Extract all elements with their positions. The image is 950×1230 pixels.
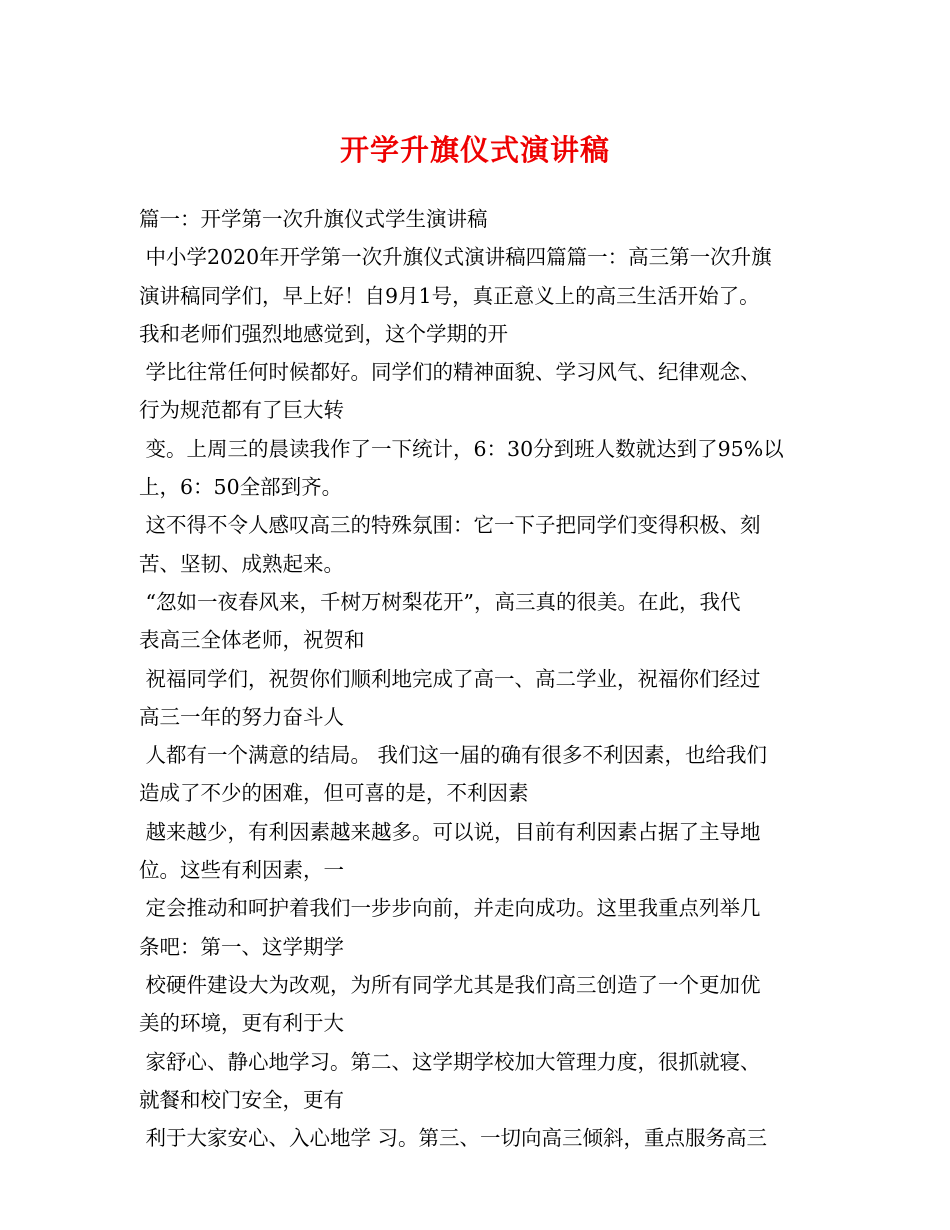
text-line: 上，6：50全部到齐。 [139, 475, 343, 500]
text-line: 学比往常任何时候都好。同学们的精神面貌、学习风气、纪律观念、 [139, 360, 761, 385]
text-line: 就餐和校门安全，更有 [139, 1087, 344, 1112]
text-line: 美的环境，更有利于大 [139, 1011, 344, 1036]
text-line: 高三一年的努力奋斗人 [139, 704, 344, 729]
text-line: 变。上周三的晨读我作了一下统计，6：30分到班人数就达到了95%以 [139, 436, 784, 461]
text-line: 条吧：第一、这学期学 [139, 934, 344, 959]
text-line: 行为规范都有了巨大转 [139, 398, 344, 423]
text-line: 表高三全体老师，祝贺和 [139, 628, 365, 653]
text-line: 演讲稿同学们，早上好！自9月1号，真正意义上的高三生活开始了。 [139, 283, 760, 308]
text-line: 中小学2020年开学第一次升旗仪式演讲稿四篇篇一：高三第一次升旗 [139, 245, 772, 270]
text-line: 定会推动和呵护着我们一步步向前，并走向成功。这里我重点列举几 [139, 896, 761, 921]
text-line: 位。这些有利因素，一 [139, 858, 344, 883]
text-line: 我和老师们强烈地感觉到，这个学期的开 [139, 321, 508, 346]
text-line: 利于大家安心、入心地学 习。第三、一切向高三倾斜，重点服务高三 [139, 1126, 768, 1151]
text-line: 人都有一个满意的结局。 我们这一届的确有很多不利因素，也给我们 [139, 743, 768, 768]
text-line: 校硬件建设大为改观，为所有同学尤其是我们高三创造了一个更加优 [139, 972, 761, 997]
text-line: 苦、坚韧、成熟起来。 [139, 551, 344, 576]
text-line: 篇一：开学第一次升旗仪式学生演讲稿 [139, 207, 488, 231]
text-line: 越来越少，有利因素越来越多。可以说，目前有利因素占据了主导地 [139, 819, 761, 844]
document-title: 开学升旗仪式演讲稿 [339, 133, 610, 167]
text-line: 造成了不少的困难，但可喜的是，不利因素 [139, 781, 529, 806]
text-line: 家舒心、静心地学习。第二、这学期学校加大管理力度，很抓就寝、 [139, 1049, 761, 1074]
text-line: 祝福同学们，祝贺你们顺利地完成了高一、高二学业，祝福你们经过 [139, 666, 761, 691]
text-line: 这不得不令人感叹高三的特殊氛围：它一下子把同学们变得积极、刻 [139, 513, 761, 538]
text-line: “忽如一夜春风来，千树万树梨花开”，高三真的很美。在此，我代 [139, 589, 741, 614]
document-body [139, 200, 829, 1157]
